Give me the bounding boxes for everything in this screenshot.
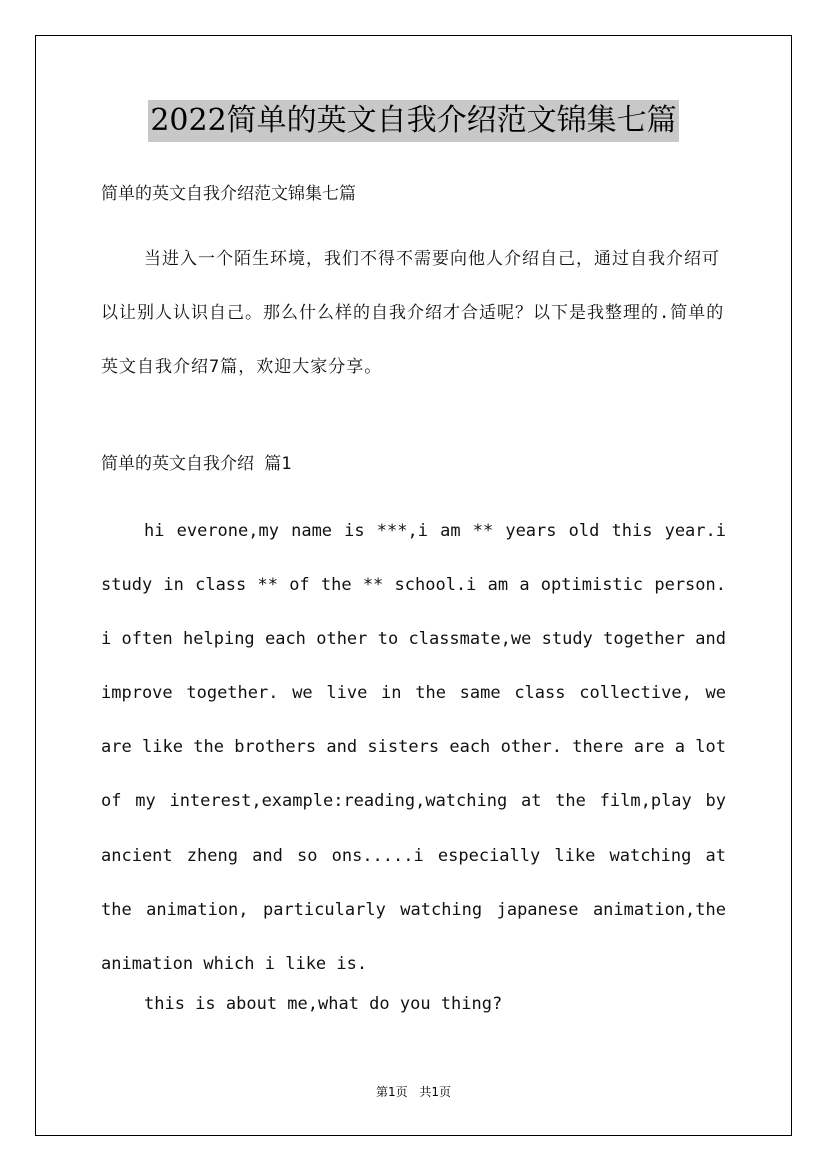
section-heading: 简单的英文自我介绍 篇1 [101,454,292,474]
section-paragraph-closing: this is about me,what do you thing? [144,994,503,1014]
document-subtitle: 简单的英文自我介绍范文锦集七篇 [101,184,356,204]
section-paragraph: hi everone,my name is ***,i am ** years old this year.i study in class ** of the ** school.i am a optimistic person. i often helping each other to classmate,we study together and improve together. we live in the same class collective, we are like the brothers and sisters each other. there are a lot of my interest,example:reading,watching at the film,play by ancient zheng and so ons.....i especially like watching at the animation, particularly watching japanese animation,the animation which i like is. [101,521,726,974]
page-total: 共1页 [419,1085,452,1099]
page-footer [0,1083,827,1101]
page-number: 第1页 [375,1085,408,1099]
document-title: 2022简单的英文自我介绍范文锦集七篇 [148,100,678,142]
intro-paragraph: 当进入一个陌生环境，我们不得不需要向他人介绍自己，通过自我介绍可以让别人认识自己。那么什么样的自我介绍才合适呢？以下是我整理的.简单的英文自我介绍7篇，欢迎大家分享。 [101,249,725,377]
title-container [0,100,827,142]
